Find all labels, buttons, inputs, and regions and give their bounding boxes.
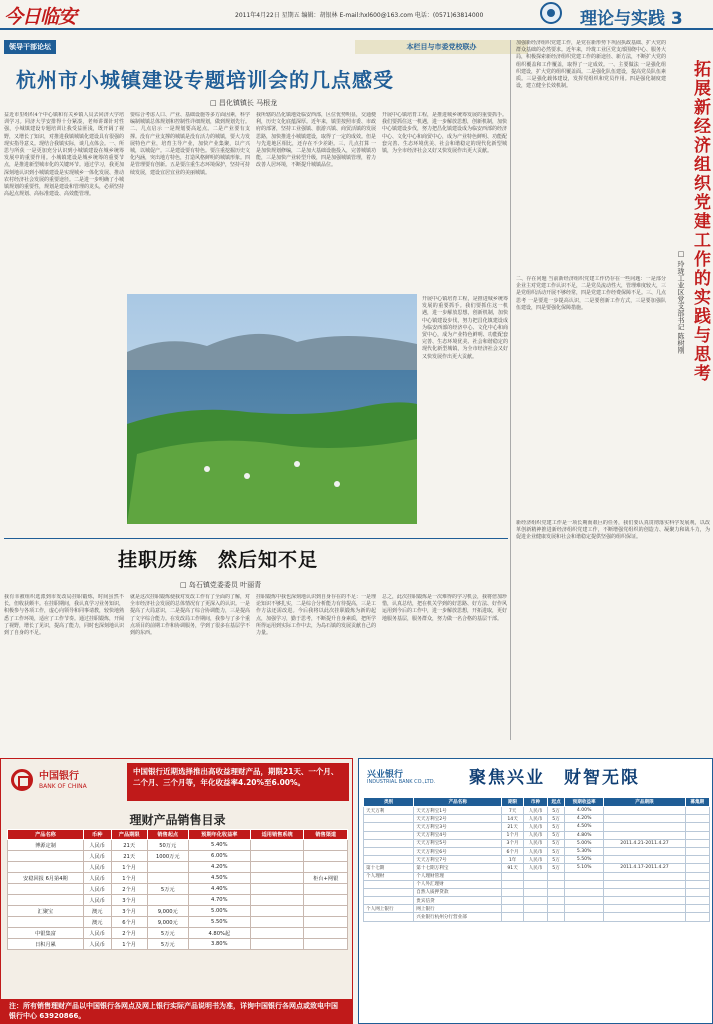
cib-table-cell: 21天 xyxy=(502,823,524,831)
boc-table-header-cell: 产品名称 xyxy=(8,830,84,840)
boc-table-cell: 1000万元 xyxy=(147,851,188,862)
cib-table-cell xyxy=(604,872,685,880)
cib-table-cell xyxy=(604,905,685,913)
cib-table-cell xyxy=(548,872,565,880)
cib-table-cell xyxy=(523,880,547,888)
boc-table-cell: 9,000元 xyxy=(147,906,188,917)
cib-table-header-cell: 产品名称 xyxy=(414,798,502,807)
article3-col1: 加强新经济组织党建工作，是党在新形势下巩固执政基础、扩大党的群众基础的必然要求。近年来，玲珑工业区党支部围绕中心、服务大局，积极探索新经济组织党建工作的新途径、新方法，不断扩大党的组织覆盖和工作覆盖，取得了一定成效。一、主要做法 一是强化组织建设，扩大党的组织覆盖面。二是强化队伍建设，提高党员队伍素质。三是强化载体建设，发挥党组织和党员作用。四是强化制度建设，建立健全长效机制。 xyxy=(516,40,666,90)
article2-byline: □ 岛石镇党委委员 叶丽青 xyxy=(180,581,262,589)
article1-col5: 开展中心镇培育工程，是推进城乡统筹发展的重要抓手。我们要抓住这一机遇，进一步解放思想，创新机制，加快中心镇建设步伐，努力把昌化镇建设成为临安西部的经济中心、文化中心和商贸中心，成为产业特色鲜明、功能配套完善、生态环境优美、社会和谐稳定的现代化新型城镇，为全市经济社会又好又快发展作出更大贡献。 xyxy=(422,296,508,360)
boc-table-cell: 人民币 xyxy=(83,862,111,873)
cib-table-cell xyxy=(523,905,547,913)
cib-table-cell: 个人网上银行 xyxy=(364,905,414,913)
boc-table-cell: 人民币 xyxy=(83,873,111,884)
cib-table-row xyxy=(364,888,710,896)
page-title: 理论与实践 3 xyxy=(580,9,683,29)
cib-table-cell xyxy=(604,913,685,921)
cib-table-cell xyxy=(604,831,685,839)
boc-table-cell xyxy=(250,884,304,895)
article-divider xyxy=(4,538,508,539)
cib-table-header-cell: 币种 xyxy=(523,798,547,807)
cib-table-cell: 天天万利宝5号 xyxy=(414,839,502,847)
cib-table-cell: 14天 xyxy=(502,815,524,823)
boc-table-cell: 人民币 xyxy=(83,851,111,862)
article1-col4: 开展中心镇培育工程，是推进城乡统筹发展的重要抓手。我们要抓住这一机遇，进一步解放思想，创新机制，加快中心镇建设步伐，努力把昌化镇建设成为临安西部的经济中心、文化中心和商贸中心，成为产业特色鲜明、功能配套完善、生态环境优美、社会和谐稳定的现代化新型城镇，为全市经济社会又好又快发展作出更大贡献。 xyxy=(382,112,507,155)
boc-table-cell xyxy=(250,906,304,917)
cib-table-cell: 2011.4.17-2011.4.27 xyxy=(604,864,685,872)
cib-table-cell xyxy=(502,888,524,896)
cib-table-cell xyxy=(548,880,565,888)
boc-table-cell: 柜台+网银 xyxy=(304,873,348,884)
article3-col2: 二、存在问题 当前新经济组织党建工作仍存在一些问题：一是部分企业主对党建工作认识不足，二是党员流动性大，管理难度较大，三是党组织活动开展不够经常，四是党建工作经费保障不足。三、几点思考 一是要进一步提高认识，二是要创新工作方式，三是要加强队伍建设，四是要强化保障措施。 xyxy=(516,276,666,311)
article2-col3: 挂职锻炼中我也深刻地认识到自身存在的不足：一是理论知识不够扎实，二是综合分析能力有待提高，三是工作方法还需改进。今后我将以此次挂职锻炼为新的起点，加强学习，勤于思考，不断提升自身素质，把所学所得运用到实际工作中去，为岛石镇的发展贡献自己的力量。 xyxy=(256,594,376,637)
cib-table-cell: 5.10% xyxy=(564,864,603,872)
cib-table-cell xyxy=(364,888,414,896)
boc-table-cell: 21天 xyxy=(111,840,147,851)
cib-table-cell xyxy=(564,913,603,921)
boc-table-row xyxy=(8,906,348,917)
boc-table-row xyxy=(8,939,348,950)
cib-table-cell: 1年 xyxy=(502,856,524,864)
boc-table-cell: 4.70% xyxy=(188,895,250,906)
cib-table-cell xyxy=(685,831,709,839)
boc-table-cell: 5万元 xyxy=(147,884,188,895)
cib-table-row xyxy=(364,905,710,913)
cib-table-cell: 1个月 xyxy=(502,831,524,839)
boc-table-cell: 人民币 xyxy=(83,884,111,895)
cib-table-cell: 5.30% xyxy=(564,847,603,855)
cib-table-cell: 4.80% xyxy=(564,831,603,839)
cib-product-table xyxy=(363,797,710,922)
boc-name: 中国银行 xyxy=(39,771,79,782)
boc-table-cell: 中银集富 xyxy=(8,928,84,939)
page-header xyxy=(0,0,713,30)
cib-table-row xyxy=(364,815,710,823)
cib-table-cell: 兴业银行杭州分行营业部 xyxy=(414,913,502,921)
boc-table-cell: 日积月累 xyxy=(8,939,84,950)
article2-title: 挂职历练 然后知不足 xyxy=(118,549,319,571)
cib-table-cell: 2011.4.21-2011.4.27 xyxy=(604,839,685,847)
cib-table-cell: 贵宾信贷 xyxy=(414,897,502,905)
boc-table-row xyxy=(8,840,348,851)
cib-table-cell xyxy=(685,839,709,847)
cib-table-cell: 个人理财 xyxy=(364,872,414,880)
boc-name-en: BANK OF CHINA xyxy=(39,783,87,790)
cib-table-cell xyxy=(502,913,524,921)
cib-table-cell: 人民币 xyxy=(523,839,547,847)
cib-table-cell xyxy=(685,807,709,815)
boc-table-cell xyxy=(250,917,304,928)
boc-table-cell: 澳元 xyxy=(83,917,111,928)
bank-of-china-ad xyxy=(0,758,353,1024)
boc-table-row xyxy=(8,851,348,862)
boc-table-cell: 安稳回报 6月第4期 xyxy=(8,873,84,884)
cib-table-cell: 天天万利宝3号 xyxy=(414,823,502,831)
cib-table-cell: 人民币 xyxy=(523,807,547,815)
boc-table-cell xyxy=(250,939,304,950)
cib-table-cell xyxy=(364,847,414,855)
cib-name-en: INDUSTRIAL BANK CO.,LTD. xyxy=(367,779,436,785)
cib-table-cell xyxy=(523,888,547,896)
boc-table-cell: 人民币 xyxy=(83,895,111,906)
boc-table-cell xyxy=(147,862,188,873)
cib-table-cell xyxy=(523,872,547,880)
cib-table-cell: 天天万利宝2号 xyxy=(414,815,502,823)
cib-table-cell xyxy=(604,897,685,905)
boc-table-cell: 21天 xyxy=(111,851,147,862)
cib-table-cell xyxy=(564,897,603,905)
boc-table-cell: 5.40% xyxy=(188,840,250,851)
cib-table-header-cell: 募集期 xyxy=(685,798,709,807)
boc-table-cell: 博源定制 xyxy=(8,840,84,851)
boc-table-cell xyxy=(8,917,84,928)
boc-table-cell: 6个月 xyxy=(111,917,147,928)
cib-table-cell xyxy=(364,897,414,905)
cib-table-cell xyxy=(502,905,524,913)
boc-table-cell: 1个月 xyxy=(111,939,147,950)
boc-table-cell: 3个月 xyxy=(111,906,147,917)
column-divider xyxy=(510,40,511,740)
cib-table-cell: 5万 xyxy=(548,831,565,839)
cib-table-row xyxy=(364,823,710,831)
cib-table-cell: 5万 xyxy=(548,847,565,855)
boc-table-cell xyxy=(8,884,84,895)
cib-table-cell xyxy=(548,905,565,913)
cib-table-cell: 5万 xyxy=(548,839,565,847)
boc-table-cell: 5万元 xyxy=(147,939,188,950)
cib-table-cell: 个人外汇理财 xyxy=(414,880,502,888)
boc-table-cell: 5万元 xyxy=(147,928,188,939)
boc-table-cell xyxy=(250,840,304,851)
masthead: 今日临安 xyxy=(4,6,77,28)
cib-table-cell xyxy=(502,897,524,905)
cib-table-row xyxy=(364,831,710,839)
cib-table-cell xyxy=(364,831,414,839)
party-emblem-icon xyxy=(540,2,562,24)
cib-table-cell xyxy=(685,864,709,872)
boc-table-cell xyxy=(147,873,188,884)
article2-col2: 就是这次挂职锻炼使我对发改工作有了全面的了解，对全市经济社会发展的总体情况有了更深入的认识。一是提高了大局意识，二是提高了综合协调能力，三是提高了文字综合能力。在发改局工作期间，我参与了多个重点项目的前期工作和协调服务，学到了很多在基层学不到的东西。 xyxy=(130,594,250,637)
lake-landscape-photo xyxy=(127,294,417,524)
boc-table-cell: 2个月 xyxy=(111,884,147,895)
cib-table-cell xyxy=(523,897,547,905)
article3-col3: 新经济组织党建工作是一项长期而艰巨的任务，我们要认真贯彻落实科学发展观，以改革创新精神推进新经济组织党建工作，不断增强党组织的创造力、凝聚力和战斗力，为促进企业健康发展和社会和谐稳定提供坚强的组织保证。 xyxy=(516,520,710,541)
article1-col3: 我所辖的昌化镇地处临安西部，区位优势明显，交通便利，历史文化底蕴深厚。近年来，镇里按照市委、市政府的部署，坚持工业强镇、旅游兴镇、商贸活镇的发展思路，加快推进小城镇建设，取得了一定的成效。但是与先进地区相比，还存在不少差距。三、几点打算 一是加快规划修编，二是加大基础设施投入，完善城镇功能，三是加快产业转型升级，四是加强城镇管理，着力改善人居环境，不断提升城镇品位。 xyxy=(256,112,376,169)
boc-table-header-cell: 销售渠道 xyxy=(304,830,348,840)
cib-table-cell: 个人理财管理 xyxy=(414,872,502,880)
cib-table-cell xyxy=(564,872,603,880)
boc-table-cell xyxy=(250,862,304,873)
boc-table-cell xyxy=(250,873,304,884)
cib-table-cell: 人民币 xyxy=(523,831,547,839)
cib-table-cell: 5.00% xyxy=(564,839,603,847)
boc-table-cell: 50万元 xyxy=(147,840,188,851)
cib-table-cell xyxy=(523,913,547,921)
cib-table-cell xyxy=(604,823,685,831)
cib-table-cell: 天天万利 xyxy=(364,807,414,815)
boc-table-cell xyxy=(250,851,304,862)
cib-table-cell: 4.20% xyxy=(564,815,603,823)
article2-col1: 我有幸被组织选派到市发改局挂职锻炼，时间虽然不长，但收获颇丰。在挂职期间，我认真学习业务知识，积极参与各项工作，虚心向领导和同事请教，较快地熟悉了工作环境，适应了工作节奏。通过挂职锻炼，开阔了视野，增长了见识，提高了能力，同时也深刻地认识到了自身的不足。 xyxy=(4,594,124,637)
cib-table-cell: 人民币 xyxy=(523,815,547,823)
cib-table-cell: 第十七期万利宝 xyxy=(414,864,502,872)
cib-table-cell: 5万 xyxy=(548,856,565,864)
boc-table-cell xyxy=(8,862,84,873)
cib-table-cell: 3个月 xyxy=(502,839,524,847)
cib-table-cell xyxy=(364,880,414,888)
boc-table-row xyxy=(8,862,348,873)
cib-table-cell: 7天 xyxy=(502,807,524,815)
cib-table-cell: 天天万利宝4号 xyxy=(414,831,502,839)
cib-table-cell xyxy=(685,905,709,913)
cib-table-row xyxy=(364,913,710,921)
cib-table-cell xyxy=(685,880,709,888)
cib-table-cell xyxy=(685,888,709,896)
corner-tag: 本栏目与市委党校联办 xyxy=(355,40,528,54)
cib-table-cell xyxy=(604,815,685,823)
cib-table-cell: 人民币 xyxy=(523,847,547,855)
cib-table-cell xyxy=(564,888,603,896)
cib-table-cell xyxy=(685,823,709,831)
cib-table-cell xyxy=(604,807,685,815)
cib-table-cell xyxy=(685,847,709,855)
cib-table-cell xyxy=(364,856,414,864)
cib-table-cell: 5万 xyxy=(548,823,565,831)
cib-table-cell: 4.00% xyxy=(564,807,603,815)
boc-table-cell: 1个月 xyxy=(111,873,147,884)
boc-table-cell: 5.00% xyxy=(188,906,250,917)
cib-table-cell xyxy=(604,856,685,864)
cib-table-cell xyxy=(364,815,414,823)
boc-table-cell: 4.40% xyxy=(188,884,250,895)
cib-table-cell xyxy=(502,880,524,888)
cib-table-cell: 5万 xyxy=(548,864,565,872)
cib-table-header-cell: 起点 xyxy=(548,798,565,807)
boc-table-cell xyxy=(304,840,348,851)
boc-table-cell: 5.50% xyxy=(188,917,250,928)
boc-table-cell xyxy=(250,928,304,939)
boc-table-cell: 4.20% xyxy=(188,862,250,873)
article2-col4: 总之，此次挂职锻炼是一次难得的学习机会，我将倍加珍惜，认真总结，把在机关学到的好思路、好方法、好作风运用到今后的工作中，进一步解放思想，开拓进取，更好地服务基层，服务群众，努力做一名合格的基层干部。 xyxy=(382,594,507,622)
cib-table-row xyxy=(364,856,710,864)
cib-table-cell xyxy=(364,913,414,921)
boc-table-cell: 3.80% xyxy=(188,939,250,950)
cib-table-header-cell: 类别 xyxy=(364,798,414,807)
boc-table-row xyxy=(8,884,348,895)
boc-table-row xyxy=(8,917,348,928)
cib-table-cell xyxy=(604,880,685,888)
cib-table-row xyxy=(364,880,710,888)
cib-table-header-cell: 产品期限 xyxy=(604,798,685,807)
cib-table-row xyxy=(364,847,710,855)
cib-table-cell: 91天 xyxy=(502,864,524,872)
industrial-bank-ad xyxy=(358,758,713,1024)
cib-table-row xyxy=(364,864,710,872)
cib-table-header-cell: 期限 xyxy=(502,798,524,807)
cib-table-cell: 人民币 xyxy=(523,823,547,831)
boc-table-cell xyxy=(304,895,348,906)
cib-table-cell xyxy=(685,872,709,880)
boc-table-cell: 2个月 xyxy=(111,928,147,939)
boc-table-cell: 汇聚宝 xyxy=(8,906,84,917)
cib-table-cell xyxy=(685,815,709,823)
boc-table-cell: 9,000元 xyxy=(147,917,188,928)
boc-product-table xyxy=(7,829,348,950)
boc-table-header-cell: 预期年化收益率 xyxy=(188,830,250,840)
cib-table-row xyxy=(364,897,710,905)
cib-table-cell: 天天万利宝6号 xyxy=(414,847,502,855)
cib-table-cell: 自然人质押贷款 xyxy=(414,888,502,896)
boc-table-cell xyxy=(147,895,188,906)
cib-table-cell xyxy=(604,888,685,896)
cib-table-cell: 人民币 xyxy=(523,864,547,872)
cib-table-cell xyxy=(548,897,565,905)
cib-table-cell: 人民币 xyxy=(523,856,547,864)
boc-table-title: 理财产品销售目录 xyxy=(129,813,226,827)
cib-table-cell xyxy=(685,913,709,921)
boc-table-row xyxy=(8,895,348,906)
article1-title: 杭州市小城镇建设专题培训会的几点感受 xyxy=(16,68,394,92)
cib-table-row xyxy=(364,872,710,880)
boc-table-cell: 人民币 xyxy=(83,939,111,950)
article1-col1: 益近市里组织4个中心镇和有关乡镇人员去同济大学培训学习。同济大学安排得十分紧凑，老师讲课针对性强，小城镇建设专题培训让我受益匪浅，既开阔了视野，又增长了知识，对推进我镇城镇化建设具有很强的现实指导意义。现结合我镇实际，谈几点体会。一、所思与所获 一是更加充分认识到小城镇建设在城乡统筹发展中的重要作用。小城镇建设是城乡统筹的重要节点，是推进新型城市化的关键环节。通过学习，我更加深刻地认识到小城镇建设是实现城乡一体化发展、推动农村经济社会发展的重要途径。二是进一步明确了小城镇规划的重要性，规划是建设和管理的龙头，必须坚持高起点规划、高标准建设、高效能管理。 xyxy=(4,112,124,198)
boc-table-cell: 4.50% xyxy=(188,873,250,884)
cib-table-cell: 第十七期 xyxy=(364,864,414,872)
boc-table-cell: 人民币 xyxy=(83,928,111,939)
boc-table-header-cell: 产品期限 xyxy=(111,830,147,840)
cib-table-cell: 网上银行 xyxy=(414,905,502,913)
cib-table-cell xyxy=(685,897,709,905)
boc-table-cell xyxy=(8,851,84,862)
boc-footer-note: 注：所有销售理财产品以中国银行各网点及网上银行实际产品说明书为准，详询中国银行各网点或致电中国银行中心 63920866。 xyxy=(1,999,352,1024)
boc-table-cell: 1个月 xyxy=(111,862,147,873)
cib-table-cell xyxy=(548,888,565,896)
boc-table-row xyxy=(8,873,348,884)
cib-table-cell xyxy=(502,872,524,880)
boc-table-cell: 人民币 xyxy=(83,840,111,851)
cib-table-cell: 5万 xyxy=(548,807,565,815)
boc-table-cell: 6.00% xyxy=(188,851,250,862)
article3-title: 拓展新经济组织党建工作的实践与思考 xyxy=(690,60,710,383)
cib-table-cell xyxy=(564,905,603,913)
boc-table-cell xyxy=(304,939,348,950)
boc-table-cell: 3个月 xyxy=(111,895,147,906)
boc-table-header-cell: 适用销售系统 xyxy=(250,830,304,840)
cib-slogan: 聚焦兴业 财智无限 xyxy=(469,768,640,788)
article1-col2: 要综合考虑人口、产业、基础设施等多方面因素，科学编制城镇总体规划和控制性详细规划，做到规划先行。二、几点启示 一是规划要高起点。二是产业要有支撑。没有产业支撑的城镇是没有活力的城镇，要大力发展特色产业，培育主导产业，加快产业集聚，以产兴城，以城促产。三是建设要有特色。要注重挖掘历史文化内涵，突出地方特色，打造风格鲜明的城镇形象。四是管理要有创新。五是要注重生态环境保护，坚持可持续发展，建设宜居宜业的美丽城镇。 xyxy=(130,112,250,176)
boc-table-cell xyxy=(304,928,348,939)
cib-logo: 兴业银行 xyxy=(367,770,404,780)
boc-table-cell xyxy=(304,884,348,895)
cib-table-cell xyxy=(604,847,685,855)
boc-table-cell xyxy=(304,851,348,862)
cib-table-cell xyxy=(564,880,603,888)
boc-table-cell: 澳元 xyxy=(83,906,111,917)
boc-banner: 中国银行近期选择推出高收益理财产品，期限21天、一个月、二个月、三个月等，年化收益率4.20%至6.00%。 xyxy=(127,763,349,801)
article1-byline: □ 昌化镇镇长 马根龙 xyxy=(210,99,278,107)
cib-table-cell xyxy=(364,823,414,831)
cib-table-cell xyxy=(548,913,565,921)
boc-table-cell: 4.80%起 xyxy=(188,928,250,939)
cib-table-row xyxy=(364,839,710,847)
dateline: 2011年4月22日 星期五 编辑：胡银林 E-mail:hxl600@163.com 电话：(0571)63814000 xyxy=(235,12,484,19)
boc-table-row xyxy=(8,928,348,939)
boc-table-header-cell: 销售起点 xyxy=(147,830,188,840)
section-tag: 领导干部论坛 xyxy=(4,40,56,54)
cib-table-cell: 天天万利宝1号 xyxy=(414,807,502,815)
boc-table-cell xyxy=(304,862,348,873)
cib-table-cell: 5.50% xyxy=(564,856,603,864)
cib-table-cell: 5万 xyxy=(548,815,565,823)
boc-table-cell xyxy=(250,895,304,906)
cib-table-cell xyxy=(685,856,709,864)
cib-table-header-cell: 预期收益率 xyxy=(564,798,603,807)
cib-table-cell xyxy=(364,839,414,847)
cib-table-cell: 6个月 xyxy=(502,847,524,855)
boc-table-cell xyxy=(304,906,348,917)
cib-table-row xyxy=(364,807,710,815)
boc-table-cell xyxy=(304,917,348,928)
boc-table-header-cell: 币种 xyxy=(83,830,111,840)
bank-of-china-logo-icon xyxy=(11,769,33,791)
article3-byline: □ 玲珑工业区党支部书记 陈树刚 xyxy=(677,250,685,354)
cib-table-cell: 4.50% xyxy=(564,823,603,831)
cib-table-cell: 天天万利宝7号 xyxy=(414,856,502,864)
boc-table-cell xyxy=(8,895,84,906)
